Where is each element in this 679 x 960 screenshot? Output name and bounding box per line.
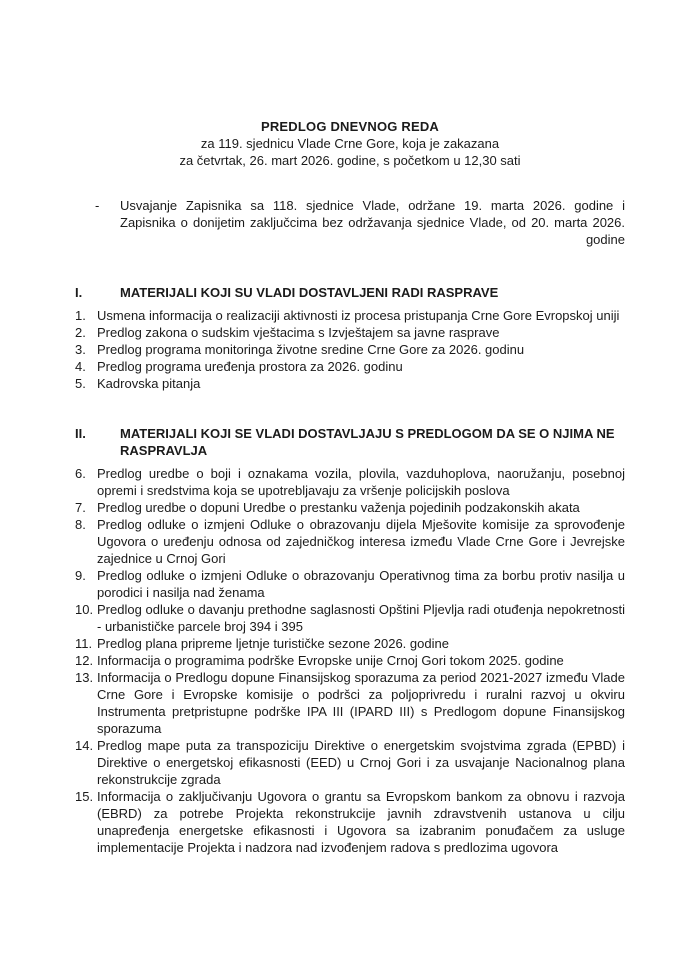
item-number: 12. bbox=[75, 653, 94, 668]
item-text: Predlog odluke o izmjeni Odluke o obrazovanju dijela Mješovite komisije za sprovođenje Ugovora o uređenju odnosa od zajedničkog interesa između Vlade Crne Gore i Jevrejske zajednice u Crnoj Gori bbox=[97, 517, 625, 566]
item-text: Informacija o zaključivanju Ugovora o grantu sa Evropskom bankom za obnovu i razvoja (EBRD) za potrebe Projekta rekonstrukcije javnih zdravstvenih ustanova u cilju unapređenja energetske efikasnosti i Ugovora sa izabranim ponuđačem za usluge implementacije Projekta i nadzora nad izvođenjem radova s predlozima ugovora bbox=[97, 789, 625, 855]
agenda-item-2 bbox=[75, 324, 625, 341]
item-text: Usmena informacija o realizaciji aktivnosti iz procesa pristupanja Crne Gore Evropskoj uniji bbox=[97, 308, 620, 323]
item-number: 9. bbox=[75, 568, 86, 583]
agenda-item-8 bbox=[75, 516, 625, 567]
item-text: Informacija o Predlogu dopune Finansijskog sporazuma za period 2021-2027 između Vlade Crne Gore i Evropske komisije o podršci za poljoprivredu i ruralni razvoj u okviru Instrumenta pretpristupne podrške IPA III (IPARD III) s Predlogom dopune Finansijskog sporazuma bbox=[97, 670, 625, 736]
item-number: 4. bbox=[75, 359, 86, 374]
item-number: 5. bbox=[75, 376, 86, 391]
section-materials-for-discussion bbox=[75, 284, 625, 392]
agenda-item-5 bbox=[75, 375, 625, 392]
item-number: 2. bbox=[75, 325, 86, 340]
section-heading-row bbox=[75, 425, 625, 459]
item-number: 15. bbox=[75, 789, 94, 804]
section-heading-text: MATERIJALI KOJI SE VLADI DOSTAVLJAJU S PREDLOGOM DA SE O NJIMA NE RASPRAVLJA bbox=[120, 426, 615, 458]
item-text: Predlog mape puta za transpoziciju Direktive o energetskim svojstvima zgrada (EPBD) i Direktive o energetskoj efikasnosti (EED) u Crnoj Gori i za usvajanje Nacionalnog plana rekonstrukcije zgrada bbox=[97, 738, 625, 787]
agenda-item-11 bbox=[75, 635, 625, 652]
item-number: 3. bbox=[75, 342, 86, 357]
document-subtitle-line-2: za četvrtak, 26. mart 2026. godine, s početkom u 12,30 sati bbox=[179, 153, 521, 168]
item-text: Predlog odluke o davanju prethodne saglasnosti Opštini Pljevlja radi otuđenja nepokretnosti - urbanističke parcele broj 394 i 395 bbox=[97, 602, 625, 634]
item-number: 11. bbox=[75, 636, 93, 651]
agenda-item-13 bbox=[75, 669, 625, 737]
item-text: Predlog plana pripreme ljetnje turističke sezone 2026. godine bbox=[97, 636, 449, 651]
document-title: PREDLOG DNEVNOG REDA bbox=[260, 119, 440, 134]
agenda-item-4 bbox=[75, 358, 625, 375]
item-number: 1. bbox=[75, 308, 86, 323]
agenda-item-3 bbox=[75, 341, 625, 358]
document-header bbox=[75, 118, 625, 169]
section-numeral: I. bbox=[75, 285, 83, 300]
item-number: 10. bbox=[75, 602, 94, 617]
agenda-item-15 bbox=[75, 788, 625, 856]
item-number: 7. bbox=[75, 500, 86, 515]
item-text: Predlog programa monitoringa životne sredine Crne Gore za 2026. godinu bbox=[97, 342, 525, 357]
item-text: Informacija o programima podrške Evropske unije Crnoj Gori tokom 2025. godine bbox=[97, 653, 564, 668]
item-number: 6. bbox=[75, 466, 86, 481]
section-heading-text: MATERIJALI KOJI SU VLADI DOSTAVLJENI RADI RASPRAVE bbox=[120, 285, 499, 300]
minutes-adoption-note bbox=[75, 197, 625, 248]
item-text: Predlog zakona o sudskim vještacima s Izvještajem sa javne rasprave bbox=[97, 325, 500, 340]
agenda-item-12 bbox=[75, 652, 625, 669]
agenda-item-1 bbox=[75, 307, 625, 324]
item-text: Predlog uredbe o boji i oznakama vozila, plovila, vazduhoplova, naoružanju, posebnoj opremi i sredstvima koja se upotrebljavaju za vršenje policijskih poslova bbox=[97, 466, 625, 498]
item-number: 8. bbox=[75, 517, 86, 532]
section-materials-no-discussion bbox=[75, 425, 625, 856]
dash-marker: - bbox=[95, 198, 100, 213]
section-numeral: II. bbox=[75, 426, 86, 441]
agenda-item-7 bbox=[75, 499, 625, 516]
document-subtitle-line-1: za 119. sjednicu Vlade Crne Gore, koja je zakazana bbox=[200, 136, 500, 151]
section-heading-row bbox=[75, 284, 625, 301]
item-number: 14. bbox=[75, 738, 94, 753]
item-text: Predlog odluke o izmjeni Odluke o obrazovanju Operativnog tima za borbu protiv nasilja u porodici i nasilja nad ženama bbox=[97, 568, 625, 600]
minutes-adoption-text: Usvajanje Zapisnika sa 118. sjednice Vlade, održane 19. marta 2026. godine i Zapisnika o donijetim zaključcima bez održavanja sjednice Vlade, od 20. marta 2026. godine bbox=[120, 198, 625, 247]
agenda-item-14 bbox=[75, 737, 625, 788]
item-text: Predlog uredbe o dopuni Uredbe o prestanku važenja pojedinih podzakonskih akata bbox=[97, 500, 580, 515]
agenda-item-10 bbox=[75, 601, 625, 635]
item-number: 13. bbox=[75, 670, 94, 685]
agenda-item-6 bbox=[75, 465, 625, 499]
agenda-item-9 bbox=[75, 567, 625, 601]
item-text: Predlog programa uređenja prostora za 2026. godinu bbox=[97, 359, 403, 374]
item-text: Kadrovska pitanja bbox=[97, 376, 201, 391]
